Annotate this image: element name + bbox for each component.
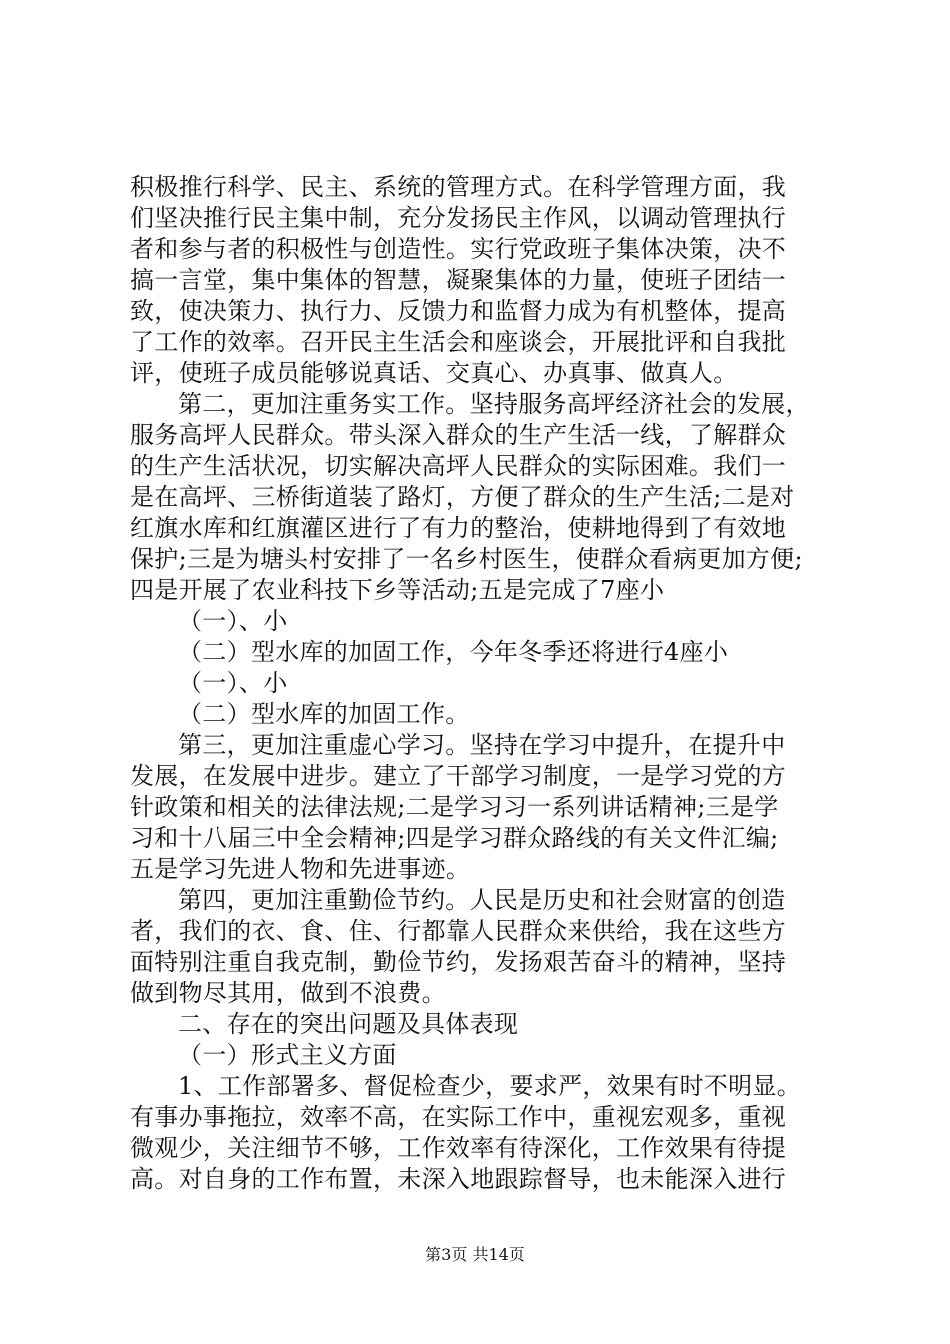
text-line: 做到物尽其用，做到不浪费。 [130, 979, 446, 1007]
text-line: 搞一言堂，集中集体的智慧，凝聚集体的力量，使班子团结一 [130, 266, 787, 294]
document-body [130, 172, 830, 1195]
paragraph-start-line: （二）型水库的加固工作，今年冬季还将进行4座小 [178, 638, 729, 666]
paragraph-start-line: 第二，更加注重务实工作。坚持服务高坪经济社会的发展， [178, 390, 810, 418]
text-line: 有事办事拖拉，效率不高，在实际工作中，重视宏观多，重视 [130, 1103, 787, 1131]
paragraph-start-line: 第三，更加注重虚心学习。坚持在学习中提升，在提升中 [178, 731, 786, 759]
text-line: 四是开展了农业科技下乡等活动;五是完成了7座小 [130, 576, 665, 604]
text-line: 五是学习先进人物和先进事迹。 [130, 855, 471, 883]
text-line: 们坚决推行民主集中制，充分发扬民主作风，以调动管理执行 [130, 204, 787, 232]
text-line: 的生产生活状况，切实解决高坪人民群众的实际困难。我们一 [130, 452, 787, 480]
text-line: 面特别注重自我克制，勤俭节约，发扬艰苦奋斗的精神，坚持 [130, 948, 787, 976]
text-line: 是在高坪、三桥街道装了路灯，方便了群众的生产生活;二是对 [130, 483, 795, 511]
text-line: 者和参与者的积极性与创造性。实行党政班子集体决策，决不 [130, 235, 787, 263]
subsection-heading: （一）形式主义方面 [178, 1041, 397, 1069]
text-line: 习和十八届三中全会精神;四是学习群众路线的有关文件汇编; [130, 824, 779, 852]
paragraph-start-line: （一）、小 [178, 607, 288, 635]
paragraph-start-line: （二）型水库的加固工作。 [178, 700, 470, 728]
text-line: 了工作的效率。召开民主生活会和座谈会，开展批评和自我批 [130, 328, 787, 356]
text-line: 者，我们的衣、食、住、行都靠人民群众来供给，我在这些方 [130, 917, 787, 945]
paragraph-start-line: 1、工作部署多、督促检查少，要求严，效果有时不明显。 [178, 1072, 802, 1100]
text-line: 致，使决策力、执行力、反馈力和监督力成为有机整体，提高 [130, 297, 787, 325]
text-line: 微观少，关注细节不够，工作效率有待深化，工作效果有待提 [130, 1134, 787, 1162]
text-line: 服务高坪人民群众。带头深入群众的生产生活一线，了解群众 [130, 421, 787, 449]
text-line: 积极推行科学、民主、系统的管理方式。在科学管理方面，我 [130, 173, 787, 201]
page-number-footer: 第3页 共14页 [425, 1245, 525, 1264]
text-line: 高。对自身的工作布置，未深入地跟踪督导，也未能深入进行 [130, 1165, 787, 1193]
text-line: 针政策和相关的法律法规;二是学习习一系列讲话精神;三是学 [130, 793, 779, 821]
paragraph-start-line: 第四，更加注重勤俭节约。人民是历史和社会财富的创造 [178, 886, 786, 914]
text-line: 评，使班子成员能够说真话、交真心、办真事、做真人。 [130, 359, 738, 387]
paragraph-start-line: （一）、小 [178, 669, 288, 697]
text-line: 红旗水库和红旗灌区进行了有力的整治，使耕地得到了有效地 [130, 514, 787, 542]
text-line: 发展，在发展中进步。建立了干部学习制度，一是学习党的方 [130, 762, 787, 790]
text-line: 保护;三是为塘头村安排了一名乡村医生，使群众看病更加方便; [130, 545, 803, 573]
section-heading: 二、存在的突出问题及具体表现 [178, 1010, 519, 1038]
